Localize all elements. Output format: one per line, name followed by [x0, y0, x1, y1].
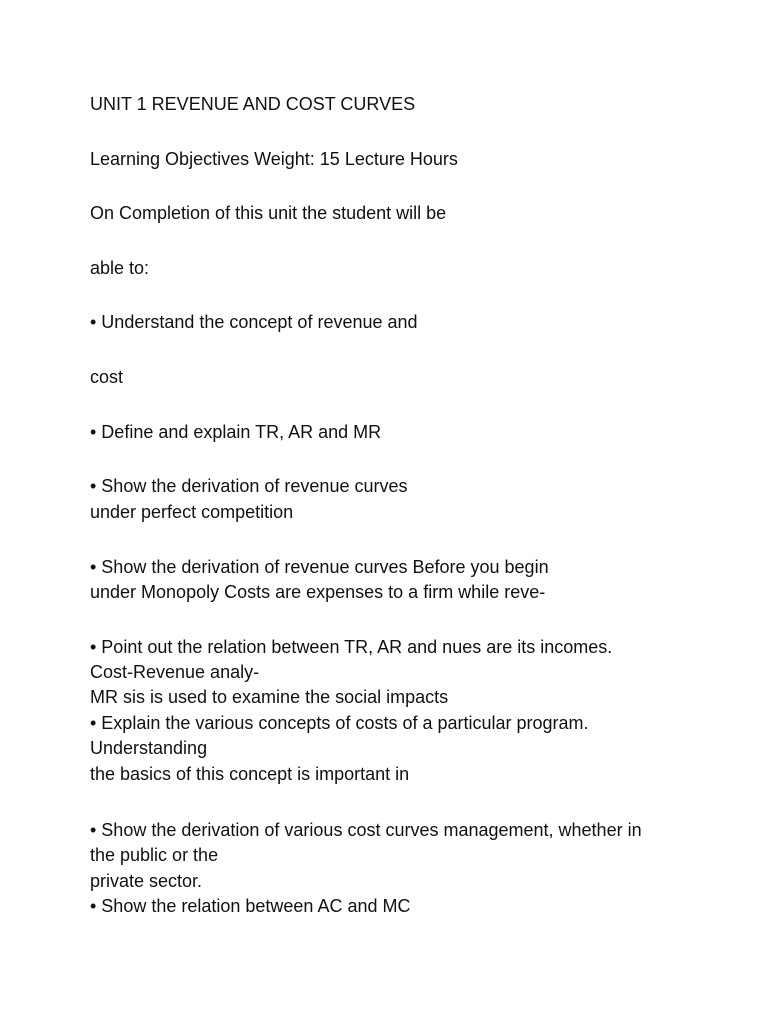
objective-item-cont: cost	[90, 367, 124, 387]
objective-item: • Point out the relation between TR, AR and nues are its incomes.	[90, 637, 613, 657]
objective-item: • Define and explain TR, AR and MR	[90, 422, 382, 442]
objective-item-cont: the public or the	[90, 845, 219, 865]
objective-item: • Show the derivation of various cost curves management, whether in	[90, 820, 642, 840]
objective-item-cont: private sector.	[90, 871, 203, 891]
objective-item: • Show the derivation of revenue curves	[90, 476, 408, 496]
objective-item: • Show the derivation of revenue curves Before you begin	[90, 557, 549, 577]
unit-title: UNIT 1 REVENUE AND COST CURVES	[90, 94, 416, 114]
objective-item: • Explain the various concepts of costs of a particular program.	[90, 713, 589, 733]
objective-item-cont: Understanding	[90, 738, 208, 758]
completion-intro-cont: able to:	[90, 258, 150, 278]
objective-item: • Understand the concept of revenue and	[90, 312, 418, 332]
objective-item-cont: under Monopoly Costs are expenses to a firm while reve-	[90, 582, 546, 602]
objective-item-cont: under perfect competition	[90, 502, 294, 522]
completion-intro: On Completion of this unit the student will be	[90, 203, 447, 223]
objective-item-cont: the basics of this concept is important in	[90, 764, 410, 784]
objective-item-cont: Cost-Revenue analy-	[90, 662, 260, 682]
objective-item-cont: MR sis is used to examine the social impacts	[90, 687, 449, 707]
objective-item: • Show the relation between AC and MC	[90, 896, 411, 916]
learning-objectives-weight: Learning Objectives Weight: 15 Lecture Hours	[90, 149, 458, 169]
